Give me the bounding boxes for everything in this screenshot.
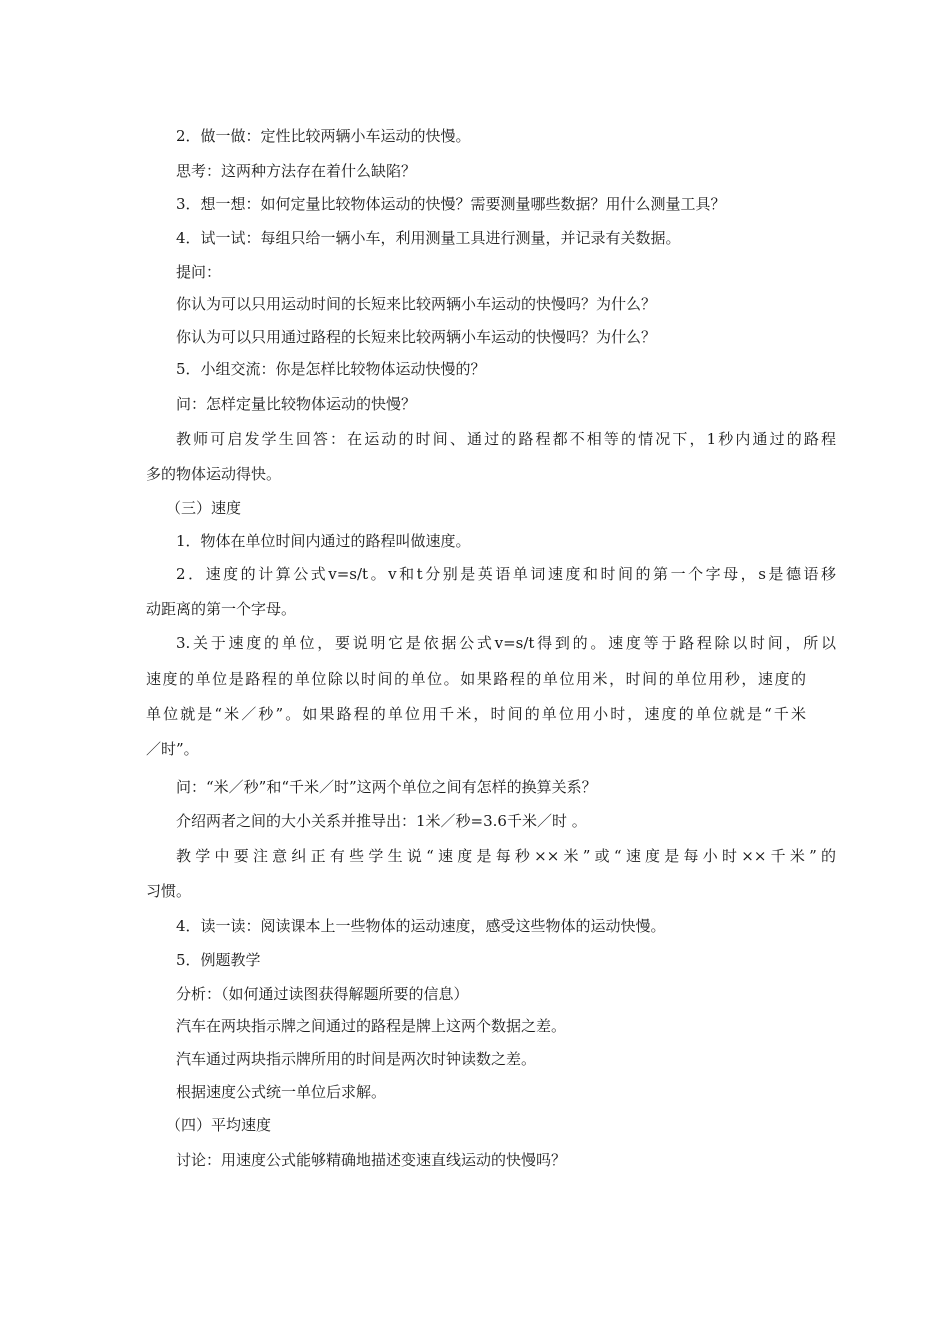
text-line: 4．读一读：阅读课本上一些物体的运动速度，感受这些物体的运动快慢。: [176, 917, 666, 935]
text-line: 3．想一想：如何定量比较物体运动的快慢？需要测量哪些数据？用什么测量工具？: [176, 195, 726, 213]
section-heading: （三）速度: [166, 499, 242, 517]
text-line: 习惯。: [146, 882, 192, 900]
text-line: 1．物体在单位时间内通过的路程叫做速度。: [176, 532, 471, 550]
text-line: 问：怎样定量比较物体运动的快慢？: [176, 395, 417, 413]
text-line: 动距离的第一个字母。: [146, 600, 297, 618]
text-line: 介绍两者之间的大小关系并推导出：1米／秒=3.6千米／时 。: [176, 812, 587, 830]
text-line: 你认为可以只用通过路程的长短来比较两辆小车运动的快慢吗？为什么？: [176, 328, 657, 346]
text-line: 5．小组交流：你是怎样比较物体运动快慢的？: [176, 360, 486, 378]
text-line: 汽车通过两块指示牌所用的时间是两次时钟读数之差。: [176, 1050, 537, 1068]
text-line: ／时”。: [146, 740, 199, 758]
text-line: 教师可启发学生回答：在运动的时间、通过的路程都不相等的情况下，1秒内通过的路程: [176, 430, 836, 448]
text-line: 多的物体运动得快。: [146, 465, 282, 483]
text-line: 4．试一试：每组只给一辆小车，利用测量工具进行测量，并记录有关数据。: [176, 229, 681, 247]
text-line: 速度的单位是路程的单位除以时间的单位。如果路程的单位用米，时间的单位用秒，速度的: [146, 670, 806, 688]
text-line: 思考：这两种方法存在着什么缺陷？: [176, 162, 417, 180]
text-line: 5．例题教学: [176, 951, 261, 969]
text-line: 问：“米／秒”和“千米／时”这两个单位之间有怎样的换算关系？: [176, 778, 597, 796]
text-line: 你认为可以只用运动时间的长短来比较两辆小车运动的快慢吗？为什么？: [176, 295, 657, 313]
text-line: 分析：（如何通过读图获得解题所要的信息）: [176, 985, 469, 1003]
section-heading: （四）平均速度: [166, 1116, 272, 1134]
text-line: 提问：: [176, 263, 222, 281]
text-line: 根据速度公式统一单位后求解。: [176, 1083, 387, 1101]
text-line: 2．做一做：定性比较两辆小车运动的快慢。: [176, 127, 471, 145]
text-line: 教学中要注意纠正有些学生说“速度是每秒××米”或“速度是每小时××千米”的: [176, 847, 836, 865]
text-line: 3.关于速度的单位，要说明它是依据公式v=s/t得到的。速度等于路程除以时间，所以: [176, 634, 836, 652]
text-line: 讨论：用速度公式能够精确地描述变速直线运动的快慢吗？: [176, 1151, 567, 1169]
text-line: 2．速度的计算公式v=s/t。v和t分别是英语单词速度和时间的第一个字母，s是德语移: [176, 565, 836, 583]
text-line: 单位就是“米／秒”。如果路程的单位用千米，时间的单位用小时，速度的单位就是“千米: [146, 705, 806, 723]
text-line: 汽车在两块指示牌之间通过的路程是牌上这两个数据之差。: [176, 1017, 567, 1035]
